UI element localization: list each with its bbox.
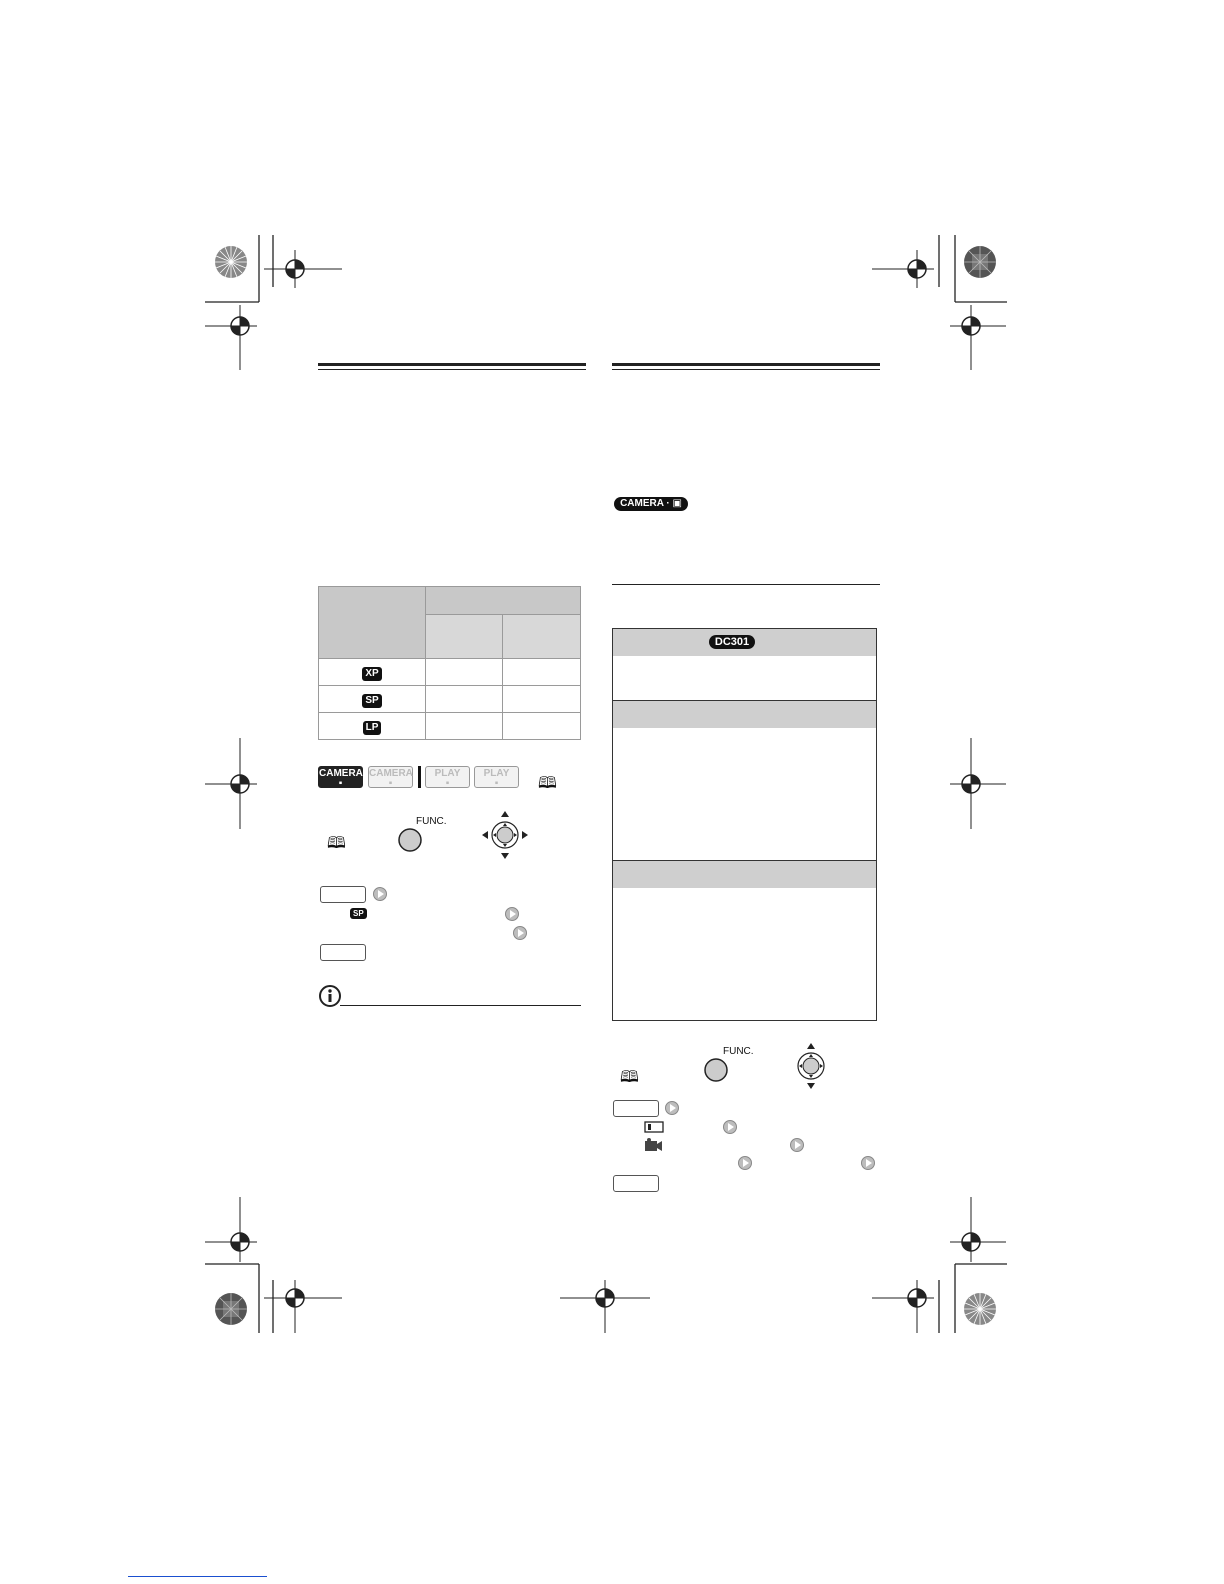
func-key-icon [613,1175,659,1192]
section-rule-right [612,363,880,366]
func-button-icon [704,1058,728,1082]
camera-icon: ▣ [672,498,682,509]
mode-label: CAMERA [319,768,363,779]
func-label: FUNC. [416,816,447,827]
arrow-right-icon [738,1156,752,1170]
mode-play-photo: PLAY ▪︎ [474,766,519,788]
registration-mark [950,1197,1010,1263]
arrow-right-icon [861,1156,875,1170]
box-band-2 [613,701,876,728]
table-header-cell [319,587,426,659]
joystick-icon [794,1042,828,1090]
lp-badge: LP [363,721,382,735]
registration-mark [264,1280,344,1334]
section-rule-right-thin [612,369,880,370]
starburst-target-icon [214,245,248,279]
registration-mark [264,250,344,290]
mode-label: CAMERA [369,768,413,779]
book-icon: 🕮 [327,835,346,852]
book-icon: 🕮 [538,775,557,792]
func-label: FUNC. [723,1046,754,1057]
sp-badge: SP [362,694,381,708]
mode-label: PLAY [434,768,461,779]
subsection-rule [612,584,880,585]
mode-divider [418,766,421,788]
registration-mark [205,305,265,371]
book-icon: 🕮 [620,1069,639,1086]
section-rule-left [318,363,586,366]
registration-mark [950,305,1010,371]
func-key-icon [613,1100,659,1117]
camcorder-card-icon [643,1137,663,1155]
model-badge: DC301 [709,635,755,649]
mode-label: PLAY [483,768,510,779]
starburst-target-icon [214,1292,248,1326]
card-icon [643,1120,665,1134]
table-row [319,659,581,686]
box-band-3 [613,861,876,888]
xp-badge: XP [362,667,381,681]
arrow-right-icon [505,907,519,921]
table-header-cell [426,587,581,615]
link-underline [128,1576,267,1577]
badge-label: CAMERA · [620,498,673,509]
starburst-target-icon [963,1292,997,1326]
arrow-right-icon [665,1101,679,1115]
table-row [319,686,581,713]
registration-mark [872,250,952,290]
starburst-target-icon [963,245,997,279]
registration-mark [205,1197,265,1263]
camera-photo-badge [614,497,688,511]
registration-mark [560,1280,652,1334]
info-box [612,628,877,1021]
func-button-icon [398,828,422,852]
func-key-icon [320,886,366,903]
info-icon [318,984,342,1008]
table-header-cell [426,615,503,659]
sp-badge: SP [350,908,367,919]
registration-mark [205,738,265,830]
note-rule [340,1005,581,1006]
recording-mode-table [318,586,581,740]
arrow-right-icon [513,926,527,940]
arrow-right-icon [790,1138,804,1152]
mode-camera-movie: CAMERA ▪︎ [319,768,363,789]
table-row [319,713,581,740]
arrow-right-icon [373,887,387,901]
table-header-cell [503,615,581,659]
section-rule-left-thin [318,369,586,370]
mode-camera-photo: CAMERA ▪︎ [369,768,413,789]
joystick-icon [482,810,528,860]
registration-mark [872,1280,952,1334]
arrow-right-icon [723,1120,737,1134]
mode-play-movie: PLAY ▪︎ [425,766,470,788]
func-key-icon [320,944,366,961]
registration-mark [950,738,1010,830]
